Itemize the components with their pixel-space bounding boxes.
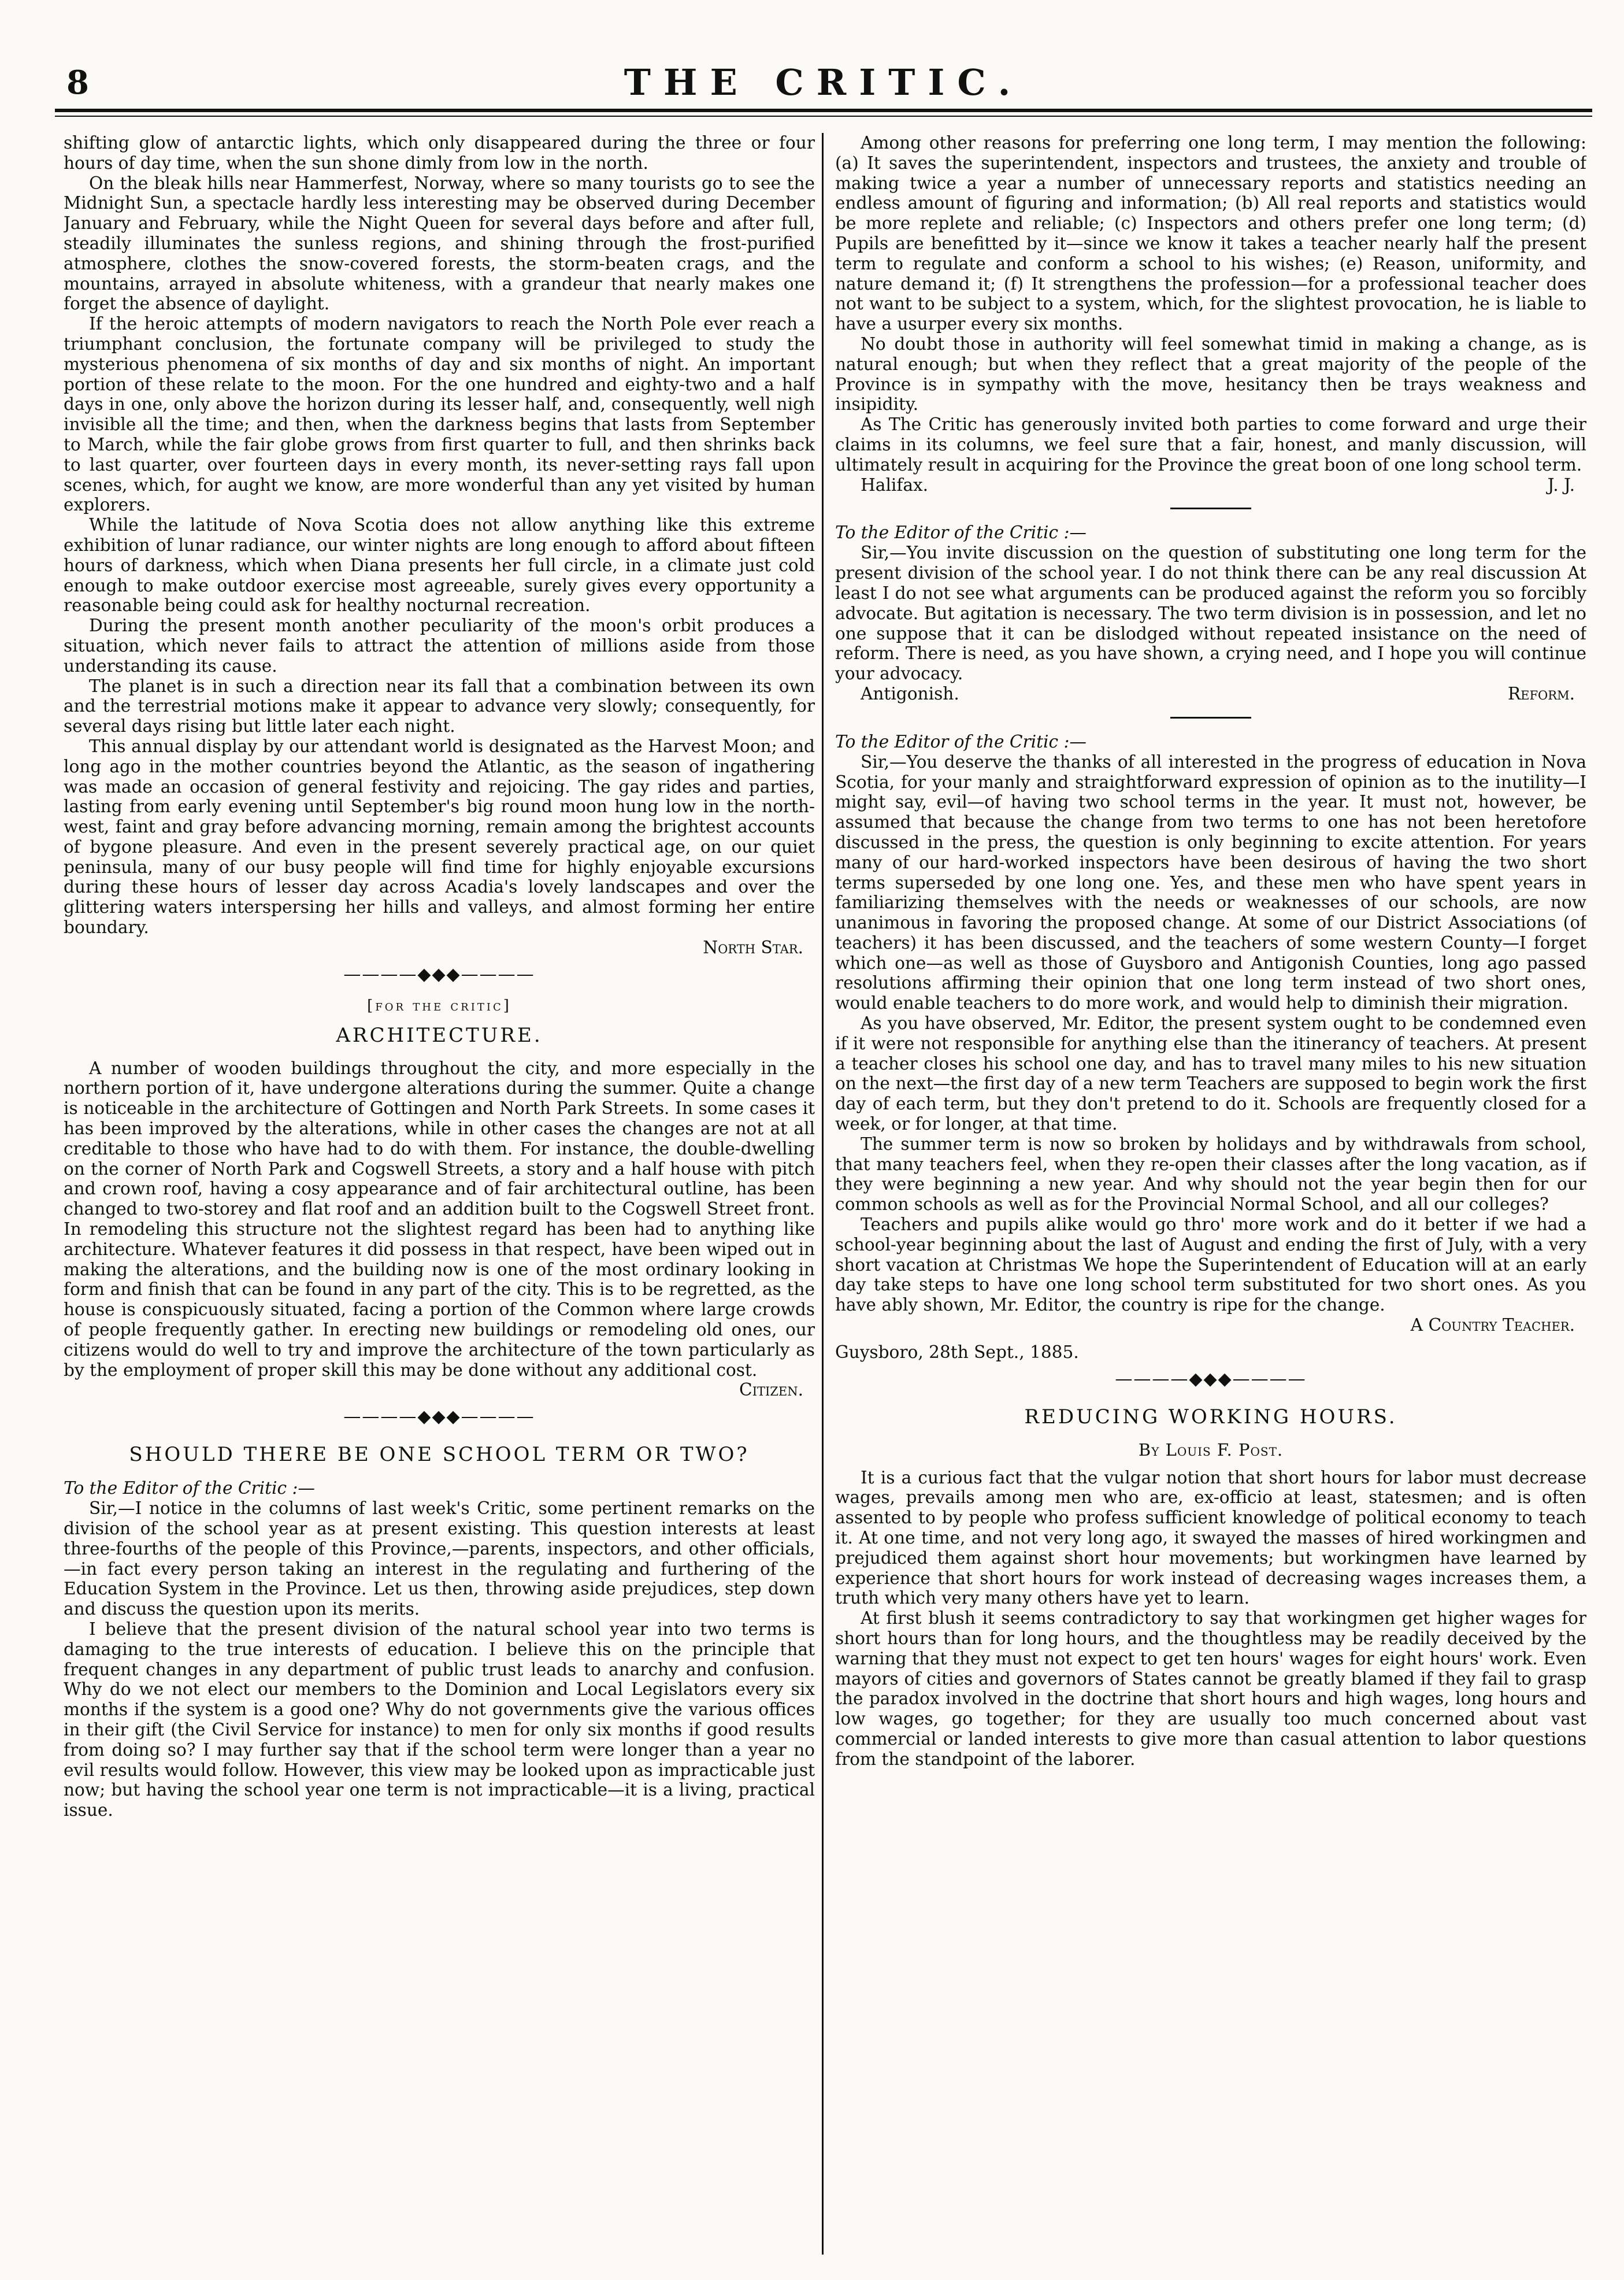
article-school-term: [64, 1443, 815, 1820]
masthead-rule: [55, 109, 1592, 112]
author-signature: A Country Teacher.: [1410, 1315, 1575, 1335]
paper-title: THE CRITIC.: [624, 61, 1024, 103]
left-column: [64, 133, 815, 2255]
author-signature: Reform.: [1507, 683, 1575, 704]
letter-place: Halifax.: [861, 475, 929, 495]
article-kicker: [for the critic]: [367, 997, 511, 1015]
paragraph: While the latitude of Nova Scotia does not allow anything like this extreme exhibition of lunar radiance, our winter nights are long enough to afford about fifteen hours of darkness, which when Diana presents her full circle, in a climate just cold enough to make outdoor exercise most agreeable, surely gives every opportunity a reasonable being could ask for healthy nocturnal recreation.: [64, 515, 815, 616]
author-signature: Citizen.: [739, 1380, 803, 1400]
letter-dateline: Guysboro, 28th Sept., 1885.: [835, 1342, 1079, 1362]
letter-place: Antigonish.: [861, 683, 959, 704]
page-number: 8: [66, 64, 89, 102]
letter-country-teacher: [835, 731, 1586, 1363]
article-heading: SHOULD THERE BE ONE SCHOOL TERM OR TWO?: [129, 1443, 750, 1467]
paragraph: The summer term is now so broken by holidays and by withdrawals from school, that many teachers feel, when they re-open their classes after the long vacation, as if they were beginning a new year. And why should not the year begin then for our common schools as well as for the Provincial Normal School, and all our colleges?: [835, 1134, 1586, 1215]
section-ornament: ————◆◆◆————: [1115, 1368, 1307, 1389]
divider-rule: [1170, 508, 1251, 509]
column-divider: [822, 133, 824, 2255]
paragraph: If the heroic attempts of modern navigators to reach the North Pole ever reach a triumphant conclusion, the fortunate company will be privileged to study the mysterious phenomena of six months of day and six months of night. An important portion of these relate to the moon. For the one hundred and eighty-two and a half days in one, only above the horizon during its lesser half, and, consequently, well nigh invisible all the time; and then, when the darkness begins that lasts from September to March, while the fair globe grows from first quarter to full, and then shrinks back to last quarter, over fourteen days in every month, its never-setting rays fall upon scenes, which, for aught we know, are more wonderful than any yet visited by human explorers.: [64, 314, 815, 515]
paragraph: A number of wooden buildings throughout the city, and more especially in the northern portion of it, have undergone alterations during the summer. Quite a change is noticeable in the architecture of Gottingen and North Park Streets. In some cases it has been improved by the alterations, while in other cases the changes are not at all creditable to those who have had to do with them. For instance, the double-dwelling on the corner of North Park and Cogswell Streets, a story and a half house with pitch and crown roof, having a cosy appearance and of fair architectural outline, has been changed to two-storey and flat roof and an addition built to the Cogswell Street front. In remodeling this structure not the slightest regard has been had to anything like architecture. Whatever features it did possess in that respect, have been wiped out in making the alterations, and the building now is one of the most ordinary looking in form and finish that can be found in any part of the city. This is to be regretted, as the house is conspicuously situated, facing a portion of the Common where large crowds of people frequently gather. In erecting new buildings or remodeling old ones, our citizens would do well to try and improve the architecture of the town particularly as by the employment of proper skill this may be done without any additional cost.: [64, 1058, 815, 1380]
signature-line: [835, 1315, 1586, 1335]
signature-line: [835, 684, 1586, 704]
paragraph: Among other reasons for preferring one long term, I may mention the following: (a) It saves the superintendent, inspectors and trustees, the anxiety and trouble of making twice a year a number of unnecessary reports and statistics needing an endless amount of figuring and information; (b) All real reports and statistics would be more replete and reliable; (c) Inspectors and others prefer one long term; (d) Pupils are benefitted by it—since we know it takes a teacher nearly half the present term to regulate and conform a school to his wishes; (e) Reason, uniformity, and nature demand it; (f) It strengthens the profession—for a professional teacher does not want to be subject to a system, which, for the slightest provocation, he is liable to have a usurper every six months.: [835, 133, 1586, 334]
paragraph: During the present month another peculiarity of the moon's orbit produces a situation, which never fails to attract the attention of millions aside from those understanding its cause.: [64, 616, 815, 676]
masthead: [55, 46, 1592, 110]
columns: [55, 133, 1592, 2255]
paragraph: The planet is in such a direction near its fall that a combination between its own and the terrestrial motions make it appear to advance very slowly; consequently, for several days rising but little later each night.: [64, 676, 815, 736]
paragraph: Sir,—I notice in the columns of last week's Critic, some pertinent remarks on the division of the school year as at present existing. This question interests at least three-fourths of the people of this Province,—parents, inspectors, and other officials,—in fact every person taking an interest in the regulating and furthering of the Education System in the Province. Let us then, throwing aside prejudices, step down and discuss the question upon its merits.: [64, 1498, 815, 1619]
signature-line: [835, 475, 1586, 495]
paragraph: shifting glow of antarctic lights, which only disappeared during the three or four hours of day time, when the sun shone dimly from low in the north.: [64, 133, 815, 173]
author-signature: J. J.: [1547, 475, 1575, 495]
section-ornament: ————◆◆◆————: [343, 1407, 535, 1427]
right-column: [835, 133, 1586, 2255]
paragraph: This annual display by our attendant world is designated as the Harvest Moon; and long ago in the mother countries beyond the Atlantic, as the season of ingathering was made an occasion of general festivity and rejoicing. The gay rides and parties, lasting from early evening until September's big round moon hung low in the north-west, faint and gray before advancing morning, remain among the brightest accounts of bygone pleasure. And even in the present severely practical age, on our quiet peninsula, many of our busy people will find time for highly enjoyable excursions during these hours of lesser day across Acadia's lovely landscapes and over the glittering waters interspersing her hills and valleys, and almost forming her entire boundary.: [64, 736, 815, 938]
signature-line: [64, 938, 815, 958]
paragraph: As The Critic has generously invited both parties to come forward and urge their claims in its columns, we feel sure that a fair, honest, and manly discussion, will ultimately result in acquiring for the Province the great boon of one long school term.: [835, 414, 1586, 475]
letter-reform: [835, 522, 1586, 704]
paragraph: I believe that the present division of the natural school year into two terms is damaging to the true interests of education. I believe this on the principle that frequent changes in any department of public trust leads to anarchy and confusion. Why do we not elect our members to the Dominion and Local Legislators every six months if the system is a good one? Why do not governments give the various offices in their gift (the Civil Service for instance) to men for only six months if good results from doing so? I may further say that if the school term were longer than a year no evil results would follow. However, this view may be looked upon as impracticable just now; but having the school year one term is not impracticable—it is a living, practical issue.: [64, 1619, 815, 1820]
letter-jj: [835, 133, 1586, 495]
paragraph: Teachers and pupils alike would go thro' more work and do it better if we had a school-year beginning about the last of August and ending the first of July, with a very short vacation at Christmas We hope the Superintendent of Education will at an early day take steps to have one long school term substituted for two short ones. As you have ably shown, Mr. Editor, the country is ripe for the change.: [835, 1215, 1586, 1315]
divider-rule: [1170, 717, 1251, 719]
paragraph: No doubt those in authority will feel somewhat timid in making a change, as is natural enough; but when they reflect that a great majority of the people of the Province is in sympathy with the move, hesitancy then be trays weakness and insipidity.: [835, 334, 1586, 414]
article-heading: ARCHITECTURE.: [336, 1023, 543, 1047]
section-ornament: ————◆◆◆————: [343, 964, 535, 984]
paragraph: On the bleak hills near Hammerfest, Norway, where so many tourists go to see the Midnight Sun, a spectacle hardly less interesting may be observed during December January and February, while the Night Queen for several days before and after full, steadily illuminates the sunless regions, and shining through the frost-purified atmosphere, clothes the snow-covered forests, the storm-beaten crags, and the mountains, arrayed in absolute whiteness, with a grandeur that nearly makes one forget the absence of daylight.: [64, 173, 815, 314]
salutation: To the Editor of the Critic :—: [835, 523, 1087, 543]
paragraph: It is a curious fact that the vulgar notion that short hours for labor must decrease wages, prevails among men who are, ex-officio at least, statesmen; and is often assented to by people who profess sufficient knowledge of political economy to teach it. At one time, and not very long ago, it swayed the masses of hired workingmen and prejudiced them against short hour movements; but workingmen have learned by experience that short hours for work instead of decreasing wages increases them, a truth which very many others have yet to learn.: [835, 1467, 1586, 1608]
salutation: To the Editor of the Critic :—: [64, 1478, 316, 1498]
paragraph: As you have observed, Mr. Editor, the present system ought to be condemned even if it were not responsible for anything else than the itinerancy of teachers. At present a teacher closes his school one day, and has to travel many miles to his new situation on the next—the first day of a new term Teachers are supposed to begin work the first day of each term, but they don't pretend to do it. Schools are frequently closed for a week, or for longer, at that time.: [835, 1013, 1586, 1134]
article-heading: REDUCING WORKING HOURS.: [1024, 1405, 1397, 1428]
article-north-star: [64, 133, 815, 958]
article-working-hours: [835, 1405, 1586, 1770]
article-architecture: [64, 997, 815, 1401]
paragraph: Sir,—You deserve the thanks of all interested in the progress of education in Nova Scotia, for your manly and straightforward expression of opinion as to the inutility—I might say, evil—of having two school terms in the year. It must not, however, be assumed that because the change from two terms to one has not been heretofore discussed in the press, the question is only beginning to excite attention. For years many of our hard-worked inspectors have been desirous of having the two short terms superseded by one long one. Yes, and these men who have spent years in familiarizing themselves with the needs or weaknesses of our schools, are now unanimous in favoring the proposed change. At some of our District Associations (of teachers) it has been discussed, and the teachers of some western County—I forget which one—as well as those of Guysboro and Antigonish Counties, long ago passed resolutions affirming their opinion that one long term instead of two short ones, would enable teachers to do more work, and would help to diminish their migration.: [835, 752, 1586, 1013]
salutation: To the Editor of the Critic :—: [835, 731, 1087, 752]
author-signature: North Star.: [703, 937, 803, 957]
signature-line: [64, 1380, 815, 1400]
paragraph: Sir,—You invite discussion on the question of substituting one long term for the present division of the school year. I do not think there can be any real discussion At least I do not see what arguments can be produced against the reform you so forcibly advocate. But agitation is necessary. The two term division is in possession, and let no one suppose that it can be dislodged without repeated insistance on the need of reform. There is need, as you have shown, a crying need, and I hope you will continue your advocacy.: [835, 543, 1586, 684]
newspaper-page: [55, 46, 1592, 2255]
masthead-rule-thin: [55, 116, 1592, 117]
article-byline: By Louis F. Post.: [1138, 1439, 1284, 1460]
paragraph: At first blush it seems contradictory to say that workingmen get higher wages for short hours than for long hours, and the thoughtless may be readily deceived by the warning that they must not expect to get ten hours' wages for eight hours' work. Even mayors of cities and governors of States cannot be greatly blamed if they fail to grasp the paradox involved in the doctrine that short hours and high wages, long hours and low wages, go together; for they are usually too much concerned about vast commercial or landed interests to give more than casual attention to labor questions from the standpoint of the laborer.: [835, 1608, 1586, 1769]
